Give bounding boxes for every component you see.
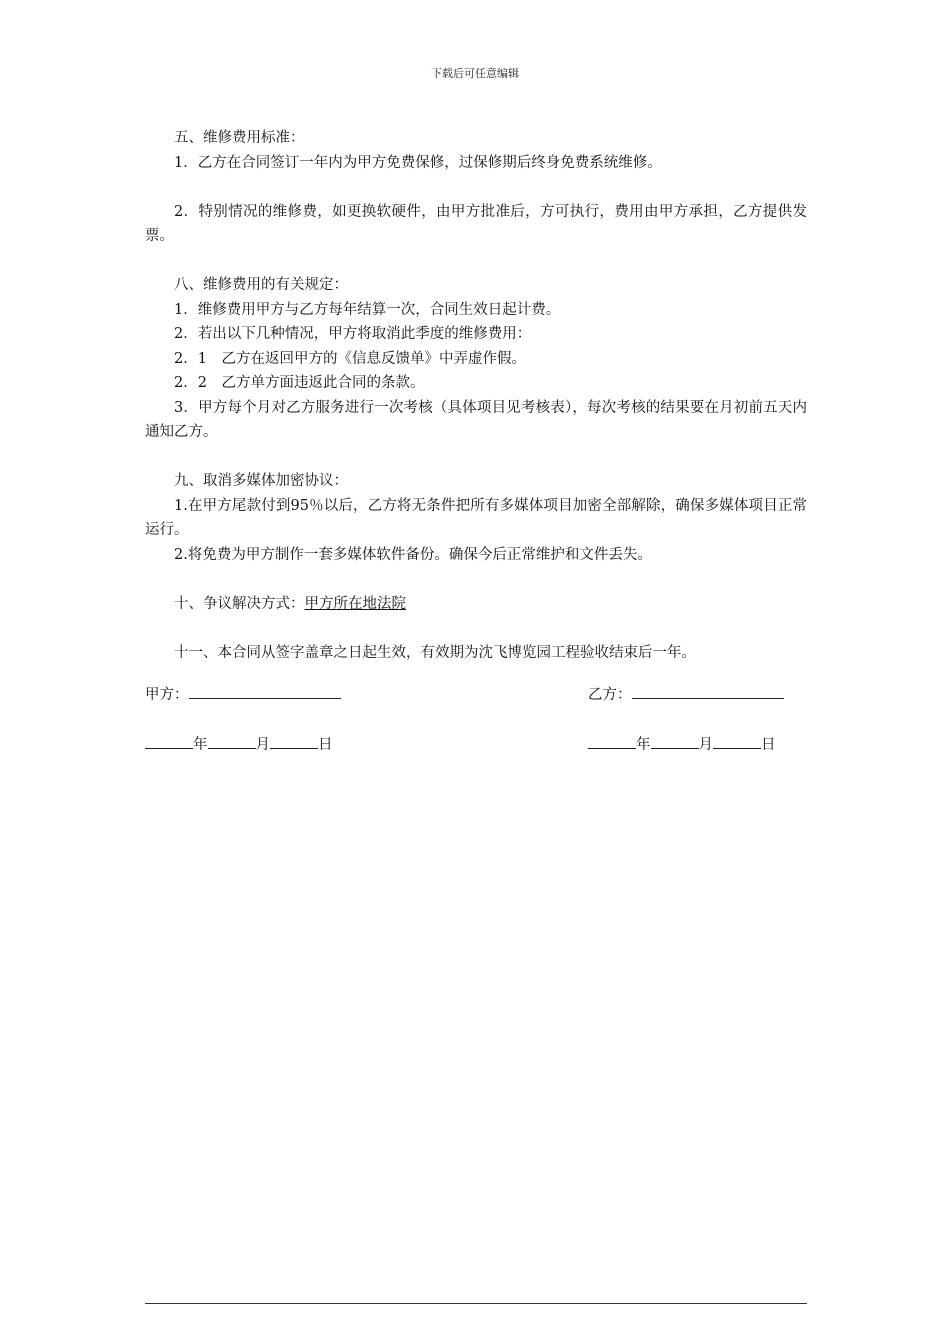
party-a-year-line[interactable] <box>145 732 193 749</box>
party-b-signature-line[interactable] <box>632 682 784 699</box>
section-eight-item-2-1: 2．1 乙方在返回甲方的《信息反馈单》中弄虚作假。 <box>174 350 526 367</box>
section-five-item-1: 1．乙方在合同签订一年内为甲方免费保修，过保修期后终身免费系统维修。 <box>174 154 662 171</box>
section-nine-title: 九、取消多媒体加密协议： <box>174 473 348 489</box>
party-a-month-label: 月 <box>255 737 270 753</box>
party-b-month-line[interactable] <box>651 732 699 749</box>
party-a-month-line[interactable] <box>208 732 256 749</box>
section-eight-item-3: 3．甲方每个月对乙方服务进行一次考核（具体项目见考核表），每次考核的结果要在月初前五天内通知乙方。 <box>145 399 807 440</box>
party-b-year-line[interactable] <box>588 732 636 749</box>
party-a-date <box>145 732 333 757</box>
section-nine-item-2: 2.将免费为甲方制作一套多媒体软件备份。确保今后正常维护和文件丢失。 <box>174 546 652 563</box>
section-eight-item-1: 1．维修费用甲方与乙方每年结算一次，合同生效日起计费。 <box>174 301 561 318</box>
section-nine-item-1: 1.在甲方尾款付到95％以后，乙方将无条件把所有多媒体项目加密全部解除，确保多媒体项目正常运行。 <box>145 497 807 538</box>
section-ten <box>145 592 807 617</box>
party-b-day-line[interactable] <box>713 732 761 749</box>
party-a-signature-line[interactable] <box>189 682 341 699</box>
section-five-title: 五、维修费用标准： <box>174 130 305 146</box>
party-b-month-label: 月 <box>698 737 713 753</box>
section-eight-item-2-2: 2．2 乙方单方面违返此合同的条款。 <box>174 375 425 391</box>
party-b-day-label: 日 <box>761 737 776 753</box>
party-b-date <box>588 732 776 757</box>
party-a-day-line[interactable] <box>270 732 318 749</box>
party-a-label: 甲方： <box>145 687 189 703</box>
section-ten-value: 甲方所在地法院 <box>304 595 406 612</box>
section-eight-item-2: 2．若出以下几种情况，甲方将取消此季度的维修费用： <box>174 326 532 342</box>
party-a-day-label: 日 <box>318 737 333 753</box>
footer-divider <box>145 1303 807 1304</box>
party-b-year-label: 年 <box>636 737 651 753</box>
page-header: 下载后可任意编辑 <box>431 67 519 80</box>
party-a-year-label: 年 <box>193 737 208 753</box>
section-ten-label: 十、争议解决方式： <box>174 595 305 612</box>
section-eight-title: 八、维修费用的有关规定： <box>174 277 348 293</box>
party-b-label: 乙方： <box>588 687 632 703</box>
party-b-signature <box>588 682 784 707</box>
section-eleven: 十一、本合同从签字盖章之日起生效，有效期为沈飞博览园工程验收结束后一年。 <box>174 644 696 661</box>
section-five-item-2: 2．特别情况的维修费，如更换软硬件，由甲方批准后，方可执行，费用由甲方承担，乙方提供发票。 <box>145 203 807 244</box>
contract-body <box>145 126 807 665</box>
party-a-signature <box>145 682 341 707</box>
